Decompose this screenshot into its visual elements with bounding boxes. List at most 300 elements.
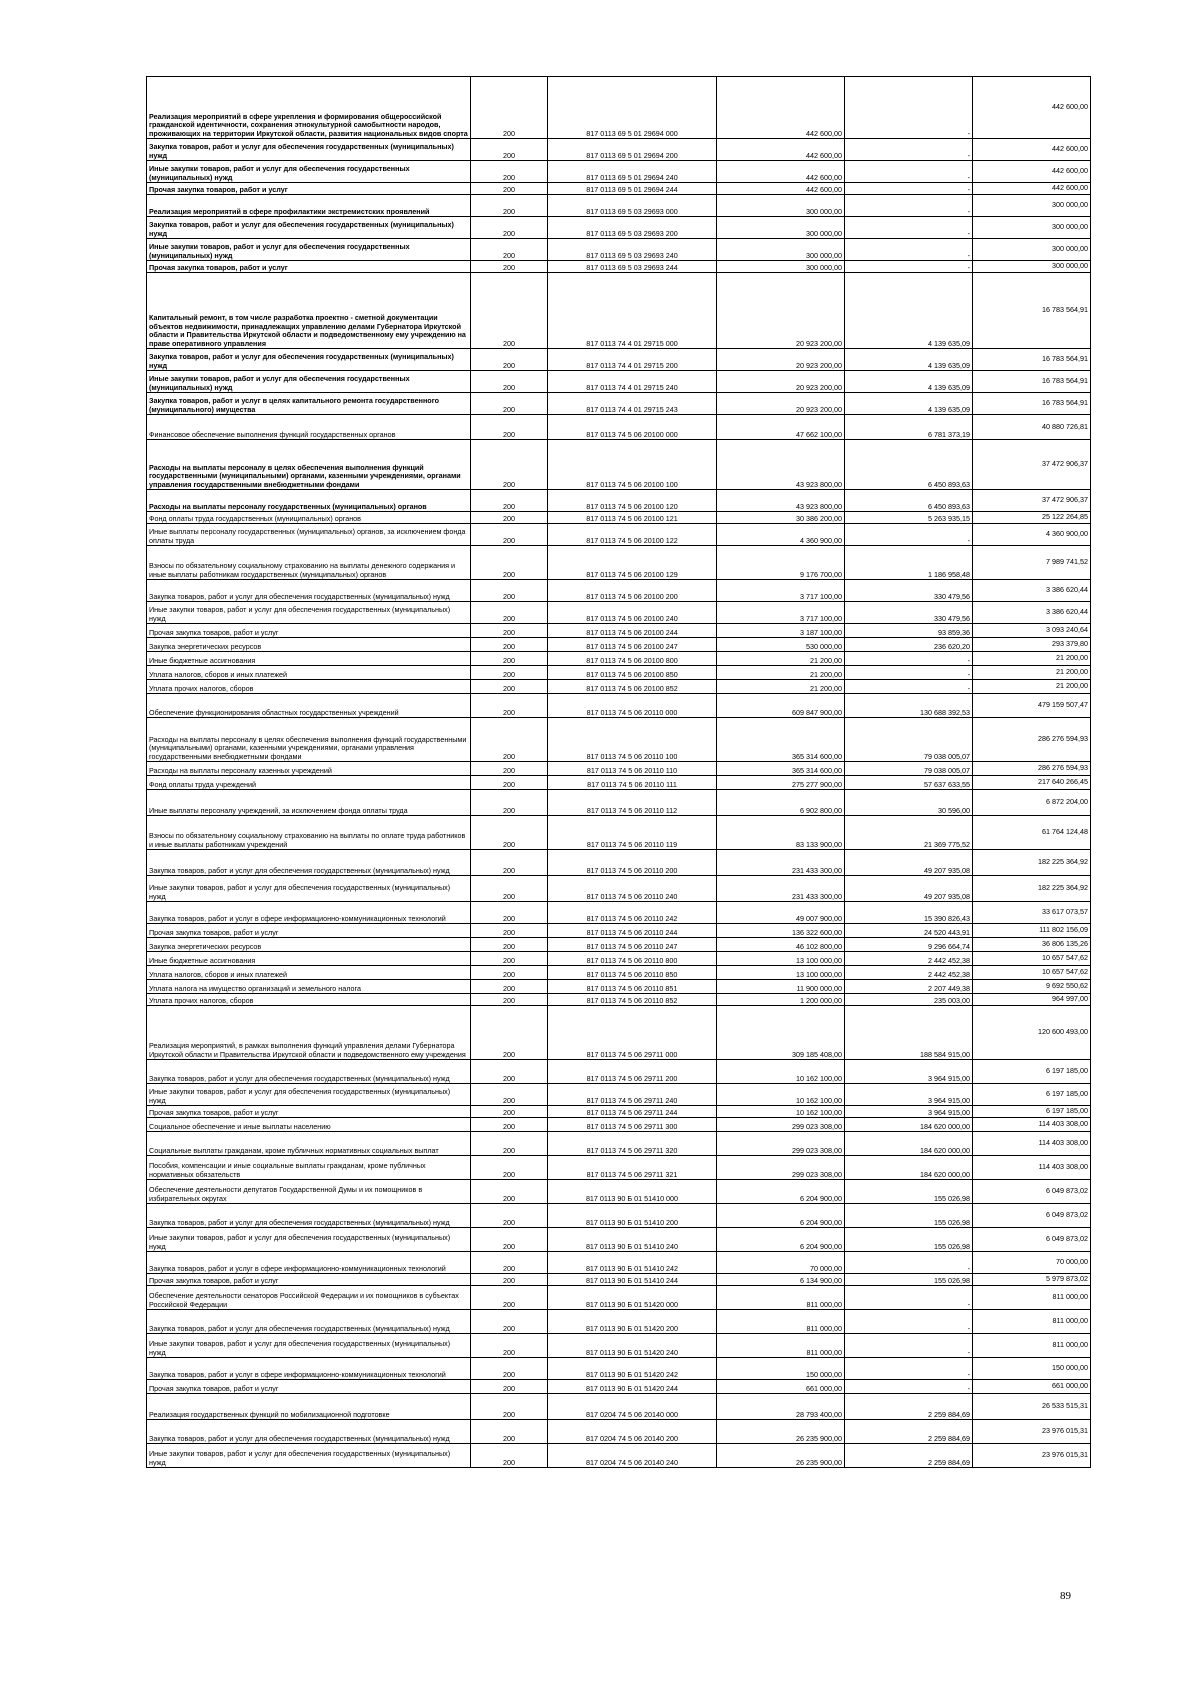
row-classification-cell: 817 0113 90 Б 01 51420 244	[548, 1380, 717, 1394]
row-executed-amount-cell: 155 026,98	[845, 1228, 973, 1252]
row-executed-amount-cell: 184 620 000,00	[845, 1156, 973, 1180]
row-approved-amount-cell: 26 235 900,00	[717, 1420, 845, 1444]
row-name-cell: Уплата налогов, сборов и иных платежей	[147, 666, 471, 680]
row-code-cell: 200	[471, 718, 548, 762]
row-unexecuted-amount-cell: 120 600 493,00	[973, 1006, 1091, 1060]
row-unexecuted-amount-cell: 23 976 015,31	[973, 1420, 1091, 1444]
row-executed-amount-cell: 6 450 893,63	[845, 490, 973, 512]
row-executed-amount-cell: 155 026,98	[845, 1204, 973, 1228]
row-executed-amount-cell: 2 442 452,38	[845, 952, 973, 966]
row-unexecuted-amount-cell: 3 386 620,44	[973, 580, 1091, 602]
row-code-cell: 200	[471, 524, 548, 546]
row-unexecuted-amount-cell: 114 403 308,00	[973, 1156, 1091, 1180]
row-name-cell: Закупка товаров, работ и услуг для обеспечения государственных (муниципальных) нужд	[147, 1420, 471, 1444]
row-name-cell: Реализация мероприятий в сфере профилактики экстремистских проявлений	[147, 195, 471, 217]
row-classification-cell: 817 0113 74 5 06 20100 100	[548, 440, 717, 490]
table-row	[147, 273, 1091, 349]
row-unexecuted-amount-cell: 150 000,00	[973, 1358, 1091, 1380]
table-row	[147, 183, 1091, 195]
row-name-cell: Взносы по обязательному социальному страхованию на выплаты денежного содержания и иные выплаты работникам государственных (муниципальных) органов	[147, 546, 471, 580]
row-code-cell: 200	[471, 1228, 548, 1252]
row-name-cell: Пособия, компенсации и иные социальные выплаты гражданам, кроме публичных нормативных обязательств	[147, 1156, 471, 1180]
row-unexecuted-amount-cell: 111 802 156,09	[973, 924, 1091, 938]
row-code-cell: 200	[471, 1084, 548, 1106]
row-unexecuted-amount-cell: 6 197 185,00	[973, 1084, 1091, 1106]
row-code-cell: 200	[471, 239, 548, 261]
row-approved-amount-cell: 811 000,00	[717, 1310, 845, 1334]
row-code-cell: 200	[471, 1204, 548, 1228]
row-name-cell: Фонд оплаты труда государственных (муниципальных) органов	[147, 512, 471, 524]
row-approved-amount-cell: 20 923 200,00	[717, 393, 845, 415]
row-approved-amount-cell: 83 133 900,00	[717, 816, 845, 850]
table-row	[147, 680, 1091, 694]
row-classification-cell: 817 0113 74 5 06 20110 240	[548, 876, 717, 902]
row-executed-amount-cell: 2 259 884,69	[845, 1444, 973, 1468]
row-approved-amount-cell: 20 923 200,00	[717, 371, 845, 393]
row-approved-amount-cell: 442 600,00	[717, 139, 845, 161]
table-row	[147, 1118, 1091, 1132]
row-approved-amount-cell: 43 923 800,00	[717, 490, 845, 512]
row-executed-amount-cell: 79 038 005,07	[845, 718, 973, 762]
row-classification-cell: 817 0113 90 Б 01 51410 000	[548, 1180, 717, 1204]
row-classification-cell: 817 0113 90 Б 01 51410 242	[548, 1252, 717, 1274]
row-unexecuted-amount-cell: 25 122 264,85	[973, 512, 1091, 524]
row-name-cell: Прочая закупка товаров, работ и услуг	[147, 624, 471, 638]
row-name-cell: Обеспечение деятельности депутатов Государственной Думы и их помощников в избирательных округах	[147, 1180, 471, 1204]
table-row	[147, 1420, 1091, 1444]
row-approved-amount-cell: 11 900 000,00	[717, 980, 845, 994]
table-row	[147, 1334, 1091, 1358]
row-classification-cell: 817 0113 74 5 06 29711 244	[548, 1106, 717, 1118]
row-classification-cell: 817 0113 74 5 06 20110 242	[548, 902, 717, 924]
row-unexecuted-amount-cell: 293 379,80	[973, 638, 1091, 652]
row-name-cell: Закупка товаров, работ и услуг в сфере информационно-коммуникационных технологий	[147, 1252, 471, 1274]
row-name-cell: Иные закупки товаров, работ и услуг для обеспечения государственных (муниципальных) нужд	[147, 239, 471, 261]
row-classification-cell: 817 0113 74 5 06 29711 321	[548, 1156, 717, 1180]
table-row	[147, 694, 1091, 718]
row-classification-cell: 817 0113 74 5 06 20110 247	[548, 938, 717, 952]
budget-execution-table	[146, 76, 1091, 1468]
row-approved-amount-cell: 299 023 308,00	[717, 1118, 845, 1132]
row-unexecuted-amount-cell: 16 783 564,91	[973, 349, 1091, 371]
row-approved-amount-cell: 20 923 200,00	[717, 349, 845, 371]
row-executed-amount-cell: -	[845, 217, 973, 239]
row-classification-cell: 817 0113 74 5 06 20100 852	[548, 680, 717, 694]
row-classification-cell: 817 0113 69 5 01 29694 000	[548, 77, 717, 139]
row-code-cell: 200	[471, 1334, 548, 1358]
row-unexecuted-amount-cell: 16 783 564,91	[973, 393, 1091, 415]
row-code-cell: 200	[471, 161, 548, 183]
row-executed-amount-cell: 4 139 635,09	[845, 349, 973, 371]
row-unexecuted-amount-cell: 479 159 507,47	[973, 694, 1091, 718]
row-executed-amount-cell: 155 026,98	[845, 1274, 973, 1286]
row-unexecuted-amount-cell: 26 533 515,31	[973, 1394, 1091, 1420]
row-name-cell: Закупка товаров, работ и услуг для обеспечения государственных (муниципальных) нужд	[147, 139, 471, 161]
row-code-cell: 200	[471, 762, 548, 776]
table-row	[147, 580, 1091, 602]
row-code-cell: 200	[471, 440, 548, 490]
row-code-cell: 200	[471, 1106, 548, 1118]
row-unexecuted-amount-cell: 40 880 726,81	[973, 415, 1091, 440]
row-classification-cell: 817 0113 69 5 03 29693 244	[548, 261, 717, 273]
table-row	[147, 790, 1091, 816]
table-row	[147, 1252, 1091, 1274]
table-row	[147, 490, 1091, 512]
row-unexecuted-amount-cell: 16 783 564,91	[973, 273, 1091, 349]
row-classification-cell: 817 0113 74 5 06 29711 300	[548, 1118, 717, 1132]
table-row	[147, 1228, 1091, 1252]
row-classification-cell: 817 0113 74 5 06 20110 119	[548, 816, 717, 850]
row-name-cell: Реализация мероприятий в сфере укрепления и формирования общероссийской гражданской идентичности, сохранения этнокультурной самобытности народов, проживающих на территории Иркутской области, развития национальных видов спорта	[147, 77, 471, 139]
row-code-cell: 200	[471, 1132, 548, 1156]
row-code-cell: 200	[471, 1274, 548, 1286]
row-approved-amount-cell: 6 902 800,00	[717, 790, 845, 816]
row-code-cell: 200	[471, 1060, 548, 1084]
table-row	[147, 952, 1091, 966]
table-row	[147, 718, 1091, 762]
row-approved-amount-cell: 530 000,00	[717, 638, 845, 652]
row-classification-cell: 817 0113 74 5 06 20110 244	[548, 924, 717, 938]
row-approved-amount-cell: 442 600,00	[717, 161, 845, 183]
row-code-cell: 200	[471, 876, 548, 902]
row-classification-cell: 817 0113 74 5 06 20110 111	[548, 776, 717, 790]
row-code-cell: 200	[471, 1286, 548, 1310]
table-row	[147, 776, 1091, 790]
row-approved-amount-cell: 609 847 900,00	[717, 694, 845, 718]
row-unexecuted-amount-cell: 23 976 015,31	[973, 1444, 1091, 1468]
row-classification-cell: 817 0113 74 4 01 29715 243	[548, 393, 717, 415]
row-executed-amount-cell: 235 003,00	[845, 994, 973, 1006]
row-name-cell: Закупка товаров, работ и услуг для обеспечения государственных (муниципальных) нужд	[147, 1204, 471, 1228]
row-executed-amount-cell: -	[845, 1286, 973, 1310]
row-unexecuted-amount-cell: 182 225 364,92	[973, 876, 1091, 902]
row-executed-amount-cell: 4 139 635,09	[845, 393, 973, 415]
row-approved-amount-cell: 6 204 900,00	[717, 1180, 845, 1204]
table-row	[147, 415, 1091, 440]
row-unexecuted-amount-cell: 442 600,00	[973, 183, 1091, 195]
row-code-cell: 200	[471, 77, 548, 139]
row-unexecuted-amount-cell: 6 872 204,00	[973, 790, 1091, 816]
table-row	[147, 924, 1091, 938]
row-approved-amount-cell: 231 433 300,00	[717, 850, 845, 876]
row-executed-amount-cell: 21 369 775,52	[845, 816, 973, 850]
row-approved-amount-cell: 442 600,00	[717, 183, 845, 195]
row-unexecuted-amount-cell: 10 657 547,62	[973, 966, 1091, 980]
row-code-cell: 200	[471, 638, 548, 652]
row-name-cell: Расходы на выплаты персоналу казенных учреждений	[147, 762, 471, 776]
row-executed-amount-cell: -	[845, 666, 973, 680]
row-classification-cell: 817 0113 90 Б 01 51410 240	[548, 1228, 717, 1252]
row-name-cell: Иные закупки товаров, работ и услуг для обеспечения государственных (муниципальных) нужд	[147, 1444, 471, 1468]
table-row	[147, 1394, 1091, 1420]
row-approved-amount-cell: 150 000,00	[717, 1358, 845, 1380]
row-executed-amount-cell: 79 038 005,07	[845, 762, 973, 776]
row-code-cell: 200	[471, 183, 548, 195]
row-code-cell: 200	[471, 938, 548, 952]
row-executed-amount-cell: 4 139 635,09	[845, 273, 973, 349]
row-name-cell: Закупка товаров, работ и услуг для обеспечения государственных (муниципальных) нужд	[147, 850, 471, 876]
row-approved-amount-cell: 10 162 100,00	[717, 1106, 845, 1118]
row-executed-amount-cell: 4 139 635,09	[845, 371, 973, 393]
row-name-cell: Социальное обеспечение и иные выплаты населению	[147, 1118, 471, 1132]
row-classification-cell: 817 0113 69 5 01 29694 244	[548, 183, 717, 195]
row-name-cell: Иные выплаты персоналу учреждений, за исключением фонда оплаты труда	[147, 790, 471, 816]
row-classification-cell: 817 0113 74 5 06 20110 100	[548, 718, 717, 762]
row-name-cell: Прочая закупка товаров, работ и услуг	[147, 1274, 471, 1286]
row-classification-cell: 817 0113 74 5 06 20110 851	[548, 980, 717, 994]
row-classification-cell: 817 0204 74 5 06 20140 240	[548, 1444, 717, 1468]
table-row	[147, 161, 1091, 183]
row-name-cell: Иные закупки товаров, работ и услуг для обеспечения государственных (муниципальных) нужд	[147, 602, 471, 624]
row-name-cell: Уплата налога на имущество организаций и земельного налога	[147, 980, 471, 994]
row-name-cell: Реализация мероприятий, в рамках выполнения функций управления делами Губернатора Иркутской области и Правительства Иркутской области и подведомственного ему учреждения	[147, 1006, 471, 1060]
row-approved-amount-cell: 3 717 100,00	[717, 580, 845, 602]
row-executed-amount-cell: -	[845, 1310, 973, 1334]
row-executed-amount-cell: 6 781 373,19	[845, 415, 973, 440]
row-approved-amount-cell: 26 235 900,00	[717, 1444, 845, 1468]
row-classification-cell: 817 0113 74 5 06 20100 120	[548, 490, 717, 512]
table-row	[147, 239, 1091, 261]
page-number: 89	[1060, 1590, 1071, 1602]
table-row	[147, 994, 1091, 1006]
row-code-cell: 200	[471, 139, 548, 161]
table-row	[147, 546, 1091, 580]
row-code-cell: 200	[471, 790, 548, 816]
row-classification-cell: 817 0113 74 4 01 29715 200	[548, 349, 717, 371]
row-executed-amount-cell: -	[845, 1252, 973, 1274]
row-code-cell: 200	[471, 1394, 548, 1420]
row-approved-amount-cell: 6 204 900,00	[717, 1228, 845, 1252]
row-executed-amount-cell: -	[845, 652, 973, 666]
table-row	[147, 816, 1091, 850]
row-executed-amount-cell: -	[845, 261, 973, 273]
row-code-cell: 200	[471, 1180, 548, 1204]
table-row	[147, 440, 1091, 490]
row-approved-amount-cell: 4 360 900,00	[717, 524, 845, 546]
row-code-cell: 200	[471, 1310, 548, 1334]
row-executed-amount-cell: 2 259 884,69	[845, 1420, 973, 1444]
row-executed-amount-cell: 3 964 915,00	[845, 1060, 973, 1084]
row-name-cell: Уплата налогов, сборов и иных платежей	[147, 966, 471, 980]
row-name-cell: Иные закупки товаров, работ и услуг для обеспечения государственных (муниципальных) нужд	[147, 161, 471, 183]
table-row	[147, 1180, 1091, 1204]
row-code-cell: 200	[471, 1118, 548, 1132]
table-row	[147, 638, 1091, 652]
row-name-cell: Реализация государственных функций по мобилизационной подготовке	[147, 1394, 471, 1420]
row-code-cell: 200	[471, 273, 548, 349]
row-unexecuted-amount-cell: 21 200,00	[973, 652, 1091, 666]
row-approved-amount-cell: 136 322 600,00	[717, 924, 845, 938]
row-name-cell: Иные бюджетные ассигнования	[147, 952, 471, 966]
row-approved-amount-cell: 21 200,00	[717, 652, 845, 666]
row-unexecuted-amount-cell: 811 000,00	[973, 1286, 1091, 1310]
row-executed-amount-cell: 6 450 893,63	[845, 440, 973, 490]
row-classification-cell: 817 0113 74 5 06 20100 000	[548, 415, 717, 440]
row-executed-amount-cell: -	[845, 1334, 973, 1358]
row-classification-cell: 817 0113 74 5 06 20100 240	[548, 602, 717, 624]
row-classification-cell: 817 0113 74 5 06 20110 000	[548, 694, 717, 718]
row-code-cell: 200	[471, 1420, 548, 1444]
row-code-cell: 200	[471, 546, 548, 580]
row-executed-amount-cell: -	[845, 524, 973, 546]
row-executed-amount-cell: 2 207 449,38	[845, 980, 973, 994]
row-executed-amount-cell: 188 584 915,00	[845, 1006, 973, 1060]
row-executed-amount-cell: 93 859,36	[845, 624, 973, 638]
row-approved-amount-cell: 300 000,00	[717, 261, 845, 273]
row-unexecuted-amount-cell: 3 093 240,64	[973, 624, 1091, 638]
row-unexecuted-amount-cell: 286 276 594,93	[973, 718, 1091, 762]
row-unexecuted-amount-cell: 114 403 308,00	[973, 1132, 1091, 1156]
row-name-cell: Иные закупки товаров, работ и услуг для обеспечения государственных (муниципальных) нужд	[147, 1334, 471, 1358]
row-unexecuted-amount-cell: 10 657 547,62	[973, 952, 1091, 966]
row-approved-amount-cell: 661 000,00	[717, 1380, 845, 1394]
row-unexecuted-amount-cell: 21 200,00	[973, 680, 1091, 694]
row-name-cell: Закупка товаров, работ и услуг в сфере информационно-коммуникационных технологий	[147, 1358, 471, 1380]
row-unexecuted-amount-cell: 61 764 124,48	[973, 816, 1091, 850]
row-approved-amount-cell: 21 200,00	[717, 680, 845, 694]
row-classification-cell: 817 0113 74 5 06 20100 247	[548, 638, 717, 652]
row-unexecuted-amount-cell: 3 386 620,44	[973, 602, 1091, 624]
row-classification-cell: 817 0113 74 4 01 29715 240	[548, 371, 717, 393]
row-unexecuted-amount-cell: 442 600,00	[973, 77, 1091, 139]
row-name-cell: Прочая закупка товаров, работ и услуг	[147, 1380, 471, 1394]
row-executed-amount-cell: 330 479,56	[845, 580, 973, 602]
row-executed-amount-cell: -	[845, 183, 973, 195]
row-classification-cell: 817 0113 74 5 06 29711 000	[548, 1006, 717, 1060]
row-code-cell: 200	[471, 966, 548, 980]
row-name-cell: Иные закупки товаров, работ и услуг для обеспечения государственных (муниципальных) нужд	[147, 1228, 471, 1252]
row-code-cell: 200	[471, 217, 548, 239]
row-classification-cell: 817 0113 74 4 01 29715 000	[548, 273, 717, 349]
row-code-cell: 200	[471, 694, 548, 718]
row-unexecuted-amount-cell: 5 979 873,02	[973, 1274, 1091, 1286]
row-unexecuted-amount-cell: 33 617 073,57	[973, 902, 1091, 924]
row-approved-amount-cell: 6 204 900,00	[717, 1204, 845, 1228]
row-code-cell: 200	[471, 816, 548, 850]
table-row	[147, 666, 1091, 680]
row-name-cell: Взносы по обязательному социальному страхованию на выплаты по оплате труда работников и иные выплаты работникам учреждений	[147, 816, 471, 850]
row-classification-cell: 817 0113 74 5 06 20110 850	[548, 966, 717, 980]
table-row	[147, 1444, 1091, 1468]
table-row	[147, 602, 1091, 624]
row-code-cell: 200	[471, 624, 548, 638]
table-row	[147, 139, 1091, 161]
row-classification-cell: 817 0113 74 5 06 20100 122	[548, 524, 717, 546]
row-name-cell: Прочая закупка товаров, работ и услуг	[147, 924, 471, 938]
row-classification-cell: 817 0113 90 Б 01 51410 244	[548, 1274, 717, 1286]
row-approved-amount-cell: 30 386 200,00	[717, 512, 845, 524]
row-approved-amount-cell: 365 314 600,00	[717, 718, 845, 762]
row-name-cell: Иные закупки товаров, работ и услуг для обеспечения государственных (муниципальных) нужд	[147, 876, 471, 902]
row-executed-amount-cell: 236 620,20	[845, 638, 973, 652]
row-classification-cell: 817 0113 74 5 06 20110 200	[548, 850, 717, 876]
table-row	[147, 980, 1091, 994]
table-row	[147, 371, 1091, 393]
row-classification-cell: 817 0113 74 5 06 20110 852	[548, 994, 717, 1006]
row-name-cell: Расходы на выплаты персоналу государственных (муниципальных) органов	[147, 490, 471, 512]
row-unexecuted-amount-cell: 217 640 266,45	[973, 776, 1091, 790]
row-name-cell: Закупка товаров, работ и услуг для обеспечения государственных (муниципальных) нужд	[147, 217, 471, 239]
row-name-cell: Социальные выплаты гражданам, кроме публичных нормативных социальных выплат	[147, 1132, 471, 1156]
row-approved-amount-cell: 9 176 700,00	[717, 546, 845, 580]
row-approved-amount-cell: 10 162 100,00	[717, 1060, 845, 1084]
table-row	[147, 1060, 1091, 1084]
row-executed-amount-cell: -	[845, 161, 973, 183]
row-classification-cell: 817 0113 74 5 06 20100 200	[548, 580, 717, 602]
row-executed-amount-cell: 5 263 935,15	[845, 512, 973, 524]
row-executed-amount-cell: 330 479,56	[845, 602, 973, 624]
row-approved-amount-cell: 299 023 308,00	[717, 1132, 845, 1156]
row-approved-amount-cell: 275 277 900,00	[717, 776, 845, 790]
row-approved-amount-cell: 46 102 800,00	[717, 938, 845, 952]
row-code-cell: 200	[471, 850, 548, 876]
row-code-cell: 200	[471, 1380, 548, 1394]
row-approved-amount-cell: 231 433 300,00	[717, 876, 845, 902]
row-code-cell: 200	[471, 393, 548, 415]
table-row	[147, 217, 1091, 239]
row-name-cell: Закупка товаров, работ и услуг для обеспечения государственных (муниципальных) нужд	[147, 349, 471, 371]
row-executed-amount-cell: 2 442 452,38	[845, 966, 973, 980]
row-executed-amount-cell: -	[845, 139, 973, 161]
row-unexecuted-amount-cell: 7 989 741,52	[973, 546, 1091, 580]
table-row	[147, 1204, 1091, 1228]
row-executed-amount-cell: -	[845, 77, 973, 139]
row-classification-cell: 817 0113 74 5 06 29711 200	[548, 1060, 717, 1084]
row-code-cell: 200	[471, 1156, 548, 1180]
row-approved-amount-cell: 365 314 600,00	[717, 762, 845, 776]
row-executed-amount-cell: -	[845, 1380, 973, 1394]
row-approved-amount-cell: 13 100 000,00	[717, 966, 845, 980]
row-name-cell: Финансовое обеспечение выполнения функций государственных органов	[147, 415, 471, 440]
table-row	[147, 1380, 1091, 1394]
row-code-cell: 200	[471, 924, 548, 938]
row-name-cell: Иные бюджетные ассигнования	[147, 652, 471, 666]
row-classification-cell: 817 0113 74 5 06 20100 800	[548, 652, 717, 666]
row-unexecuted-amount-cell: 300 000,00	[973, 217, 1091, 239]
row-classification-cell: 817 0204 74 5 06 20140 200	[548, 1420, 717, 1444]
table-row	[147, 1106, 1091, 1118]
row-unexecuted-amount-cell: 442 600,00	[973, 139, 1091, 161]
row-unexecuted-amount-cell: 811 000,00	[973, 1310, 1091, 1334]
table-row	[147, 1286, 1091, 1310]
row-unexecuted-amount-cell: 70 000,00	[973, 1252, 1091, 1274]
row-executed-amount-cell: -	[845, 1358, 973, 1380]
row-unexecuted-amount-cell: 442 600,00	[973, 161, 1091, 183]
row-classification-cell: 817 0113 90 Б 01 51420 242	[548, 1358, 717, 1380]
row-code-cell: 200	[471, 680, 548, 694]
row-unexecuted-amount-cell: 37 472 906,37	[973, 440, 1091, 490]
row-code-cell: 200	[471, 652, 548, 666]
row-name-cell: Фонд оплаты труда учреждений	[147, 776, 471, 790]
row-executed-amount-cell: -	[845, 195, 973, 217]
row-approved-amount-cell: 811 000,00	[717, 1286, 845, 1310]
row-unexecuted-amount-cell: 300 000,00	[973, 239, 1091, 261]
row-name-cell: Закупка товаров, работ и услуг для обеспечения государственных (муниципальных) нужд	[147, 580, 471, 602]
table-row	[147, 966, 1091, 980]
row-unexecuted-amount-cell: 811 000,00	[973, 1334, 1091, 1358]
row-unexecuted-amount-cell: 300 000,00	[973, 195, 1091, 217]
row-name-cell: Обеспечение функционирования областных государственных учреждений	[147, 694, 471, 718]
row-approved-amount-cell: 70 000,00	[717, 1252, 845, 1274]
row-code-cell: 200	[471, 952, 548, 966]
row-name-cell: Прочая закупка товаров, работ и услуг	[147, 183, 471, 195]
row-name-cell: Обеспечение деятельности сенаторов Российской Федерации и их помощников в субъектах Российской Федерации	[147, 1286, 471, 1310]
row-classification-cell: 817 0113 90 Б 01 51420 200	[548, 1310, 717, 1334]
row-code-cell: 200	[471, 902, 548, 924]
row-unexecuted-amount-cell: 6 197 185,00	[973, 1060, 1091, 1084]
row-classification-cell: 817 0113 69 5 03 29693 200	[548, 217, 717, 239]
row-unexecuted-amount-cell: 661 000,00	[973, 1380, 1091, 1394]
